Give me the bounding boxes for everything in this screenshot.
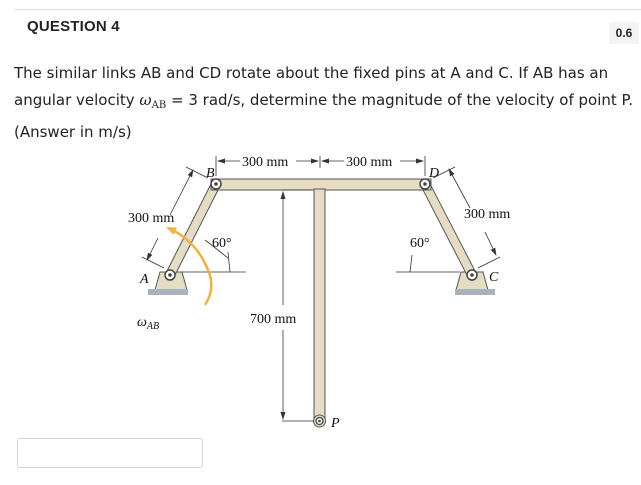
dim-CD-label: 300 mm <box>464 207 511 222</box>
angle-left-label: 60° <box>212 236 232 251</box>
angle-right-label: 60° <box>410 236 430 251</box>
dim-vertical-label: 700 mm <box>250 312 297 327</box>
pin-A <box>165 270 175 280</box>
question-title: QUESTION 4 <box>27 18 120 35</box>
omega-ab-label: $\omega_{AB}$ <box>137 315 160 332</box>
label-D: D <box>429 166 440 181</box>
label-C: C <box>489 270 499 285</box>
omega-subscript: AB <box>151 99 167 111</box>
question-text-part2: = 3 rad/s, determine the magnitude of the velocity of point P. (Answer in m/s) <box>14 90 633 141</box>
dim-top-left-label: 300 mm <box>242 155 289 170</box>
label-B: B <box>206 166 215 181</box>
label-A: A <box>140 272 149 287</box>
question-text-part1: The similar links AB and CD rotate about the fixed pins at A and C. If AB has an angular velocity <box>14 64 609 109</box>
pin-C <box>467 270 477 280</box>
dim-line-AB <box>170 170 193 215</box>
pin-P <box>316 418 323 425</box>
points-badge: 0.6 <box>609 22 639 44</box>
t-bar-horizontal <box>211 179 431 190</box>
dim-line-CD <box>449 169 470 208</box>
answer-input[interactable] <box>17 438 203 468</box>
label-P: P <box>331 416 340 431</box>
t-bar-vertical <box>314 189 325 421</box>
dim-AB-label: 300 mm <box>128 211 175 226</box>
dim-top-right-label: 300 mm <box>346 155 393 170</box>
omega-symbol: ω <box>139 90 152 109</box>
